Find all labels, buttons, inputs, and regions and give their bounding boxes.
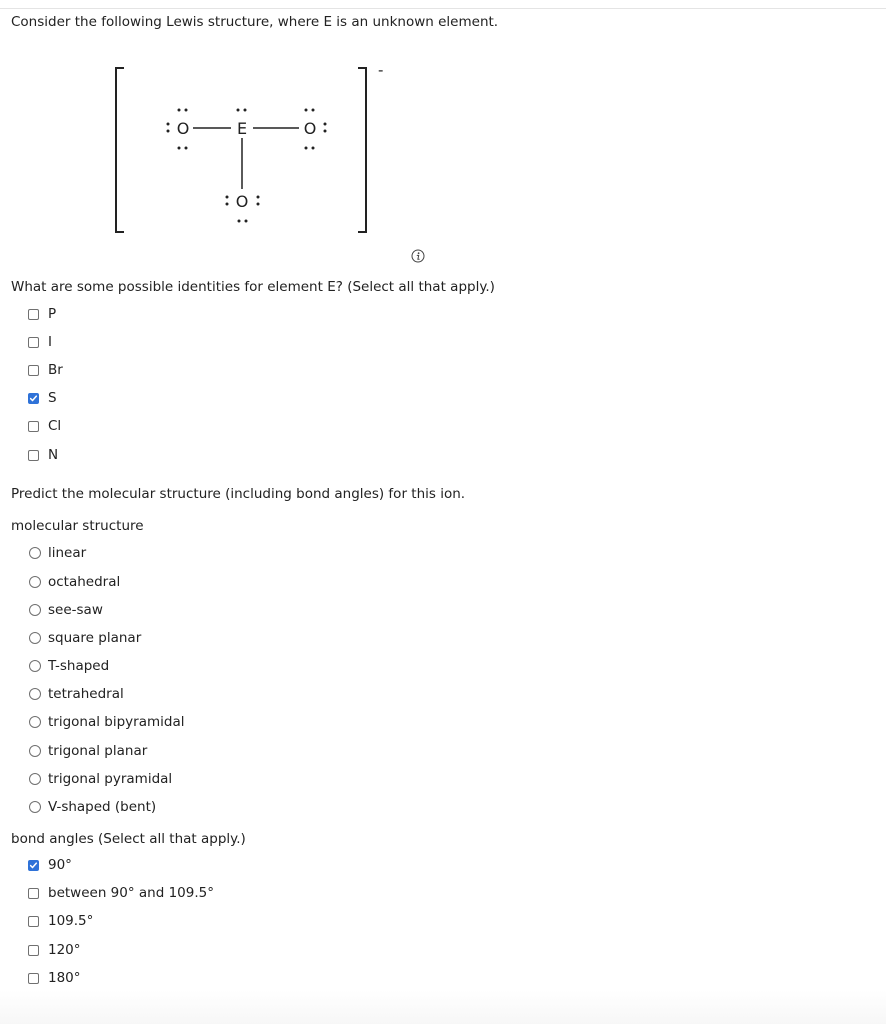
option-label: linear — [48, 545, 87, 561]
element-option[interactable] — [28, 389, 57, 407]
option-label: trigonal bipyramidal — [48, 714, 185, 730]
checkbox[interactable] — [28, 365, 39, 376]
option-label: P — [48, 306, 57, 322]
structure-option[interactable] — [28, 713, 185, 731]
checkbox[interactable] — [28, 450, 39, 461]
left-bracket — [116, 68, 124, 232]
option-label: square planar — [48, 630, 142, 646]
structure-label: molecular structure — [11, 518, 144, 534]
option-label: N — [48, 447, 59, 463]
radio-button[interactable] — [29, 716, 41, 728]
checkbox[interactable] — [28, 973, 39, 984]
element-question: What are some possible identities for element E? (Select all that apply.) — [11, 279, 495, 295]
option-label: 90° — [48, 857, 72, 873]
option-label: see-saw — [48, 602, 103, 618]
option-label: I — [48, 334, 52, 350]
option-label: 109.5° — [48, 913, 94, 929]
element-option[interactable] — [28, 417, 61, 435]
angle-option[interactable] — [28, 912, 93, 930]
structure-option[interactable] — [28, 770, 172, 788]
element-option[interactable] — [28, 361, 63, 379]
option-label: trigonal planar — [48, 743, 148, 759]
checkbox[interactable] — [28, 337, 39, 348]
radio-button[interactable] — [29, 547, 41, 559]
option-label: tetrahedral — [48, 686, 124, 702]
option-label: V-shaped (bent) — [48, 799, 157, 815]
angle-option[interactable] — [28, 941, 81, 959]
option-label: 180° — [48, 970, 81, 986]
checkbox[interactable] — [28, 945, 39, 956]
top-divider — [0, 0, 886, 9]
option-label: T-shaped — [48, 658, 110, 674]
atom-bottom: O — [235, 192, 249, 211]
radio-button[interactable] — [29, 660, 41, 672]
radio-button[interactable] — [29, 801, 41, 813]
lewis-structure — [110, 55, 400, 255]
radio-button[interactable] — [29, 773, 41, 785]
element-option[interactable] — [28, 446, 58, 464]
option-label: between 90° and 109.5° — [48, 885, 214, 901]
atom-center: E — [236, 119, 248, 138]
info-icon[interactable] — [411, 249, 425, 263]
structure-option[interactable] — [28, 601, 103, 619]
checkbox[interactable] — [28, 888, 39, 899]
element-option[interactable] — [28, 305, 56, 323]
option-label: octahedral — [48, 574, 121, 590]
element-option[interactable] — [28, 333, 52, 351]
structure-option[interactable] — [28, 798, 156, 816]
structure-option[interactable] — [28, 742, 147, 760]
radio-button[interactable] — [29, 576, 41, 588]
radio-button[interactable] — [29, 604, 41, 616]
option-label: Br — [48, 362, 63, 378]
checkbox-checked[interactable] — [28, 860, 39, 871]
option-label: S — [48, 390, 57, 406]
checkbox[interactable] — [28, 309, 39, 320]
structure-question: Predict the molecular structure (including bond angles) for this ion. — [11, 486, 466, 502]
angle-option[interactable] — [28, 969, 81, 987]
bottom-fade — [0, 990, 886, 1024]
angle-option[interactable] — [28, 856, 72, 874]
structure-option[interactable] — [28, 657, 109, 675]
radio-button[interactable] — [29, 632, 41, 644]
angles-label: bond angles (Select all that apply.) — [11, 831, 246, 847]
structure-option[interactable] — [28, 573, 120, 591]
atom-left: O — [176, 119, 190, 138]
lone-pair-e — [237, 109, 247, 112]
atom-right: O — [303, 119, 317, 138]
checkbox-checked[interactable] — [28, 393, 39, 404]
checkbox[interactable] — [28, 916, 39, 927]
angle-option[interactable] — [28, 884, 214, 902]
question-intro: Consider the following Lewis structure, where E is an unknown element. — [11, 14, 499, 30]
radio-button[interactable] — [29, 745, 41, 757]
right-bracket — [358, 68, 366, 232]
option-label: 120° — [48, 942, 81, 958]
option-label: Cl — [48, 418, 62, 434]
checkbox[interactable] — [28, 421, 39, 432]
structure-option[interactable] — [28, 544, 86, 562]
ion-charge: - — [378, 61, 384, 79]
structure-option[interactable] — [28, 629, 141, 647]
structure-option[interactable] — [28, 685, 124, 703]
radio-button[interactable] — [29, 688, 41, 700]
option-label: trigonal pyramidal — [48, 771, 173, 787]
